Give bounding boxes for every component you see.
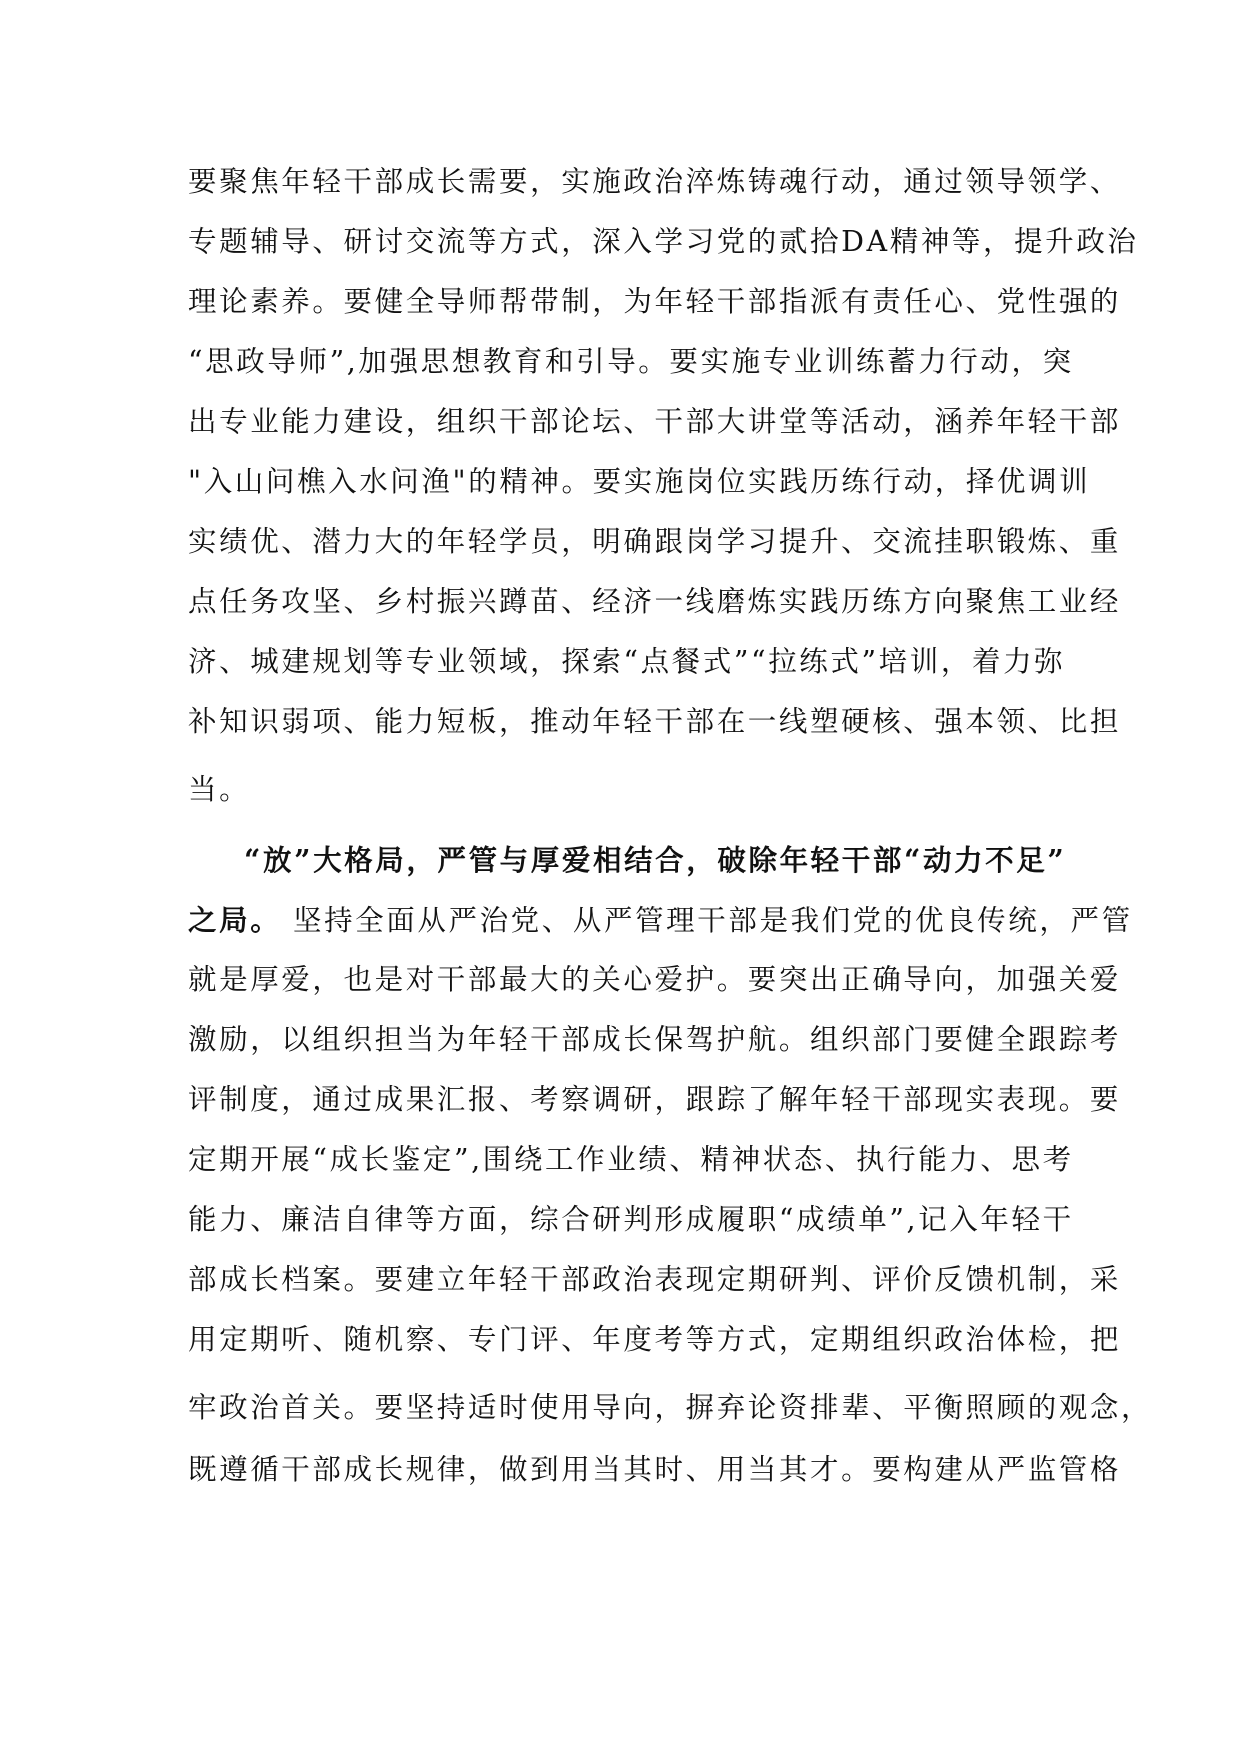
paragraph-1-line-6: "入山问樵入水问渔"的精神。要实施岗位实践历练行动，择优调训 bbox=[188, 465, 1091, 498]
paragraph-2-line-8: 用定期听、随机察、专门评、年度考等方式，定期组织政治体检，把 bbox=[188, 1323, 1122, 1356]
paragraph-2-line-1 bbox=[188, 900, 1133, 940]
paragraph-1-line-2: 专题辅导、研讨交流等方式，深入学习党的贰拾DA精神等，提升政治 bbox=[188, 225, 1139, 258]
paragraph-2-line-7: 部成长档案。要建立年轻干部政治表现定期研判、评价反馈机制，采 bbox=[188, 1263, 1122, 1296]
paragraph-1-line-1: 要聚焦年轻干部成长需要，实施政治淬炼铸魂行动，通过领导领学、 bbox=[188, 165, 1122, 198]
paragraph-2-line-2: 就是厚爱，也是对干部最大的关心爱护。要突出正确导向，加强关爱 bbox=[188, 963, 1122, 996]
paragraph-1-line-7: 实绩优、潜力大的年轻学员，明确跟岗学习提升、交流挂职锻炼、重 bbox=[188, 525, 1122, 558]
paragraph-2-line-4: 评制度，通过成果汇报、考察调研，跟踪了解年轻干部现实表现。要 bbox=[188, 1083, 1122, 1116]
paragraph-2-line-6: 能力、廉洁自律等方面，综合研判形成履职“成绩单”,记入年轻干 bbox=[188, 1203, 1074, 1236]
paragraph-1-line-8: 点任务攻坚、乡村振兴蹲苗、经济一线磨炼实践历练方向聚焦工业经 bbox=[188, 585, 1122, 618]
section-heading-line-2: 之局。 bbox=[188, 903, 282, 937]
paragraph-2-line-5: 定期开展“成长鉴定”,围绕工作业绩、精神状态、执行能力、思考 bbox=[188, 1143, 1074, 1176]
paragraph-1-line-10: 补知识弱项、能力短板，推动年轻干部在一线塑硬核、强本领、比担 bbox=[188, 705, 1122, 738]
paragraph-1-line-9: 济、城建规划等专业领域，探索“点餐式”“拉练式”培训，着力弥 bbox=[188, 645, 1066, 678]
section-heading-line-1: “放”大格局，严管与厚爱相结合，破除年轻干部“动力不足” bbox=[244, 843, 1067, 877]
paragraph-1-line-4: “思政导师”,加强思想教育和引导。要实施专业训练蓄力行动，突 bbox=[188, 345, 1074, 378]
paragraph-2-line-3: 激励，以组织担当为年轻干部成长保驾护航。组织部门要健全跟踪考 bbox=[188, 1023, 1122, 1056]
paragraph-2-line-9: 牢政治首关。要坚持适时使用导向，摒弃论资排辈、平衡照顾的观念， bbox=[188, 1391, 1153, 1424]
paragraph-2-line-1-text: 坚持全面从严治党、从严管理干部是我们党的优良传统，严管 bbox=[281, 904, 1133, 937]
paragraph-2-line-10: 既遵循干部成长规律，做到用当其时、用当其才。要构建从严监管格 bbox=[188, 1453, 1122, 1486]
paragraph-1-line-3: 理论素养。要健全导师帮带制，为年轻干部指派有责任心、党性强的 bbox=[188, 285, 1122, 318]
paragraph-1-line-11: 当。 bbox=[188, 773, 251, 806]
paragraph-1-line-5: 出专业能力建设，组织干部论坛、干部大讲堂等活动，涵养年轻干部 bbox=[188, 405, 1122, 438]
